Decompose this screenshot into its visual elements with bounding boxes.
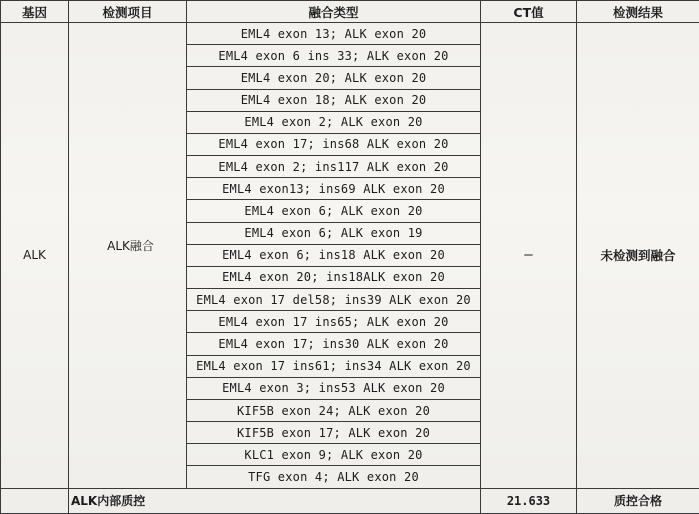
table-row [1, 23, 699, 45]
fusion-type-cell: EML4 exon 18; ALK exon 20 [187, 89, 481, 111]
header-fusion-type: 融合类型 [187, 1, 481, 23]
ct-value-cell: — [481, 23, 577, 489]
gene-cell: ALK [1, 23, 69, 489]
fusion-type-cell: EML4 exon 17 ins65; ALK exon 20 [187, 311, 481, 333]
header-gene: 基因 [1, 1, 69, 23]
fusion-type-cell: EML4 exon 20; ALK exon 20 [187, 67, 481, 89]
fusion-type-cell: EML4 exon 17; ins68 ALK exon 20 [187, 133, 481, 155]
fusion-type-cell: EML4 exon 6; ins18 ALK exon 20 [187, 244, 481, 266]
fusion-type-cell: EML4 exon 6; ALK exon 19 [187, 222, 481, 244]
fusion-type-cell: EML4 exon 17 del58; ins39 ALK exon 20 [187, 289, 481, 311]
fusion-type-cell: KIF5B exon 17; ALK exon 20 [187, 422, 481, 444]
test-item-cell [69, 23, 187, 489]
fusion-type-cell: KIF5B exon 24; ALK exon 20 [187, 399, 481, 421]
qc-row [1, 488, 699, 513]
header-ct: CT值 [481, 1, 577, 23]
header-row [1, 1, 699, 23]
fusion-type-cell: EML4 exon 20; ins18ALK exon 20 [187, 266, 481, 288]
fusion-type-cell: EML4 exon 6 ins 33; ALK exon 20 [187, 45, 481, 67]
fusion-type-cell: EML4 exon 2; ins117 ALK exon 20 [187, 156, 481, 178]
fusion-type-cell: EML4 exon 2; ALK exon 20 [187, 111, 481, 133]
test-item-label: ALK融合 [107, 238, 154, 253]
fusion-type-cell: EML4 exon 3; ins53 ALK exon 20 [187, 377, 481, 399]
qc-result: 质控合格 [577, 488, 699, 513]
fusion-type-cell: KLC1 exon 9; ALK exon 20 [187, 444, 481, 466]
fusion-type-cell: EML4 exon 6; ALK exon 20 [187, 200, 481, 222]
result-cell: 未检测到融合 [577, 23, 699, 489]
qc-ct-value: 21.633 [481, 488, 577, 513]
header-item: 检测项目 [69, 1, 187, 23]
qc-gene-blank [1, 488, 69, 513]
fusion-type-cell: EML4 exon13; ins69 ALK exon 20 [187, 178, 481, 200]
fusion-type-cell: EML4 exon 17 ins61; ins34 ALK exon 20 [187, 355, 481, 377]
fusion-type-cell: EML4 exon 13; ALK exon 20 [187, 23, 481, 45]
fusion-type-cell: TFG exon 4; ALK exon 20 [187, 466, 481, 488]
fusion-type-cell: EML4 exon 17; ins30 ALK exon 20 [187, 333, 481, 355]
qc-label: ALK内部质控 [69, 488, 481, 513]
header-result: 检测结果 [577, 1, 699, 23]
